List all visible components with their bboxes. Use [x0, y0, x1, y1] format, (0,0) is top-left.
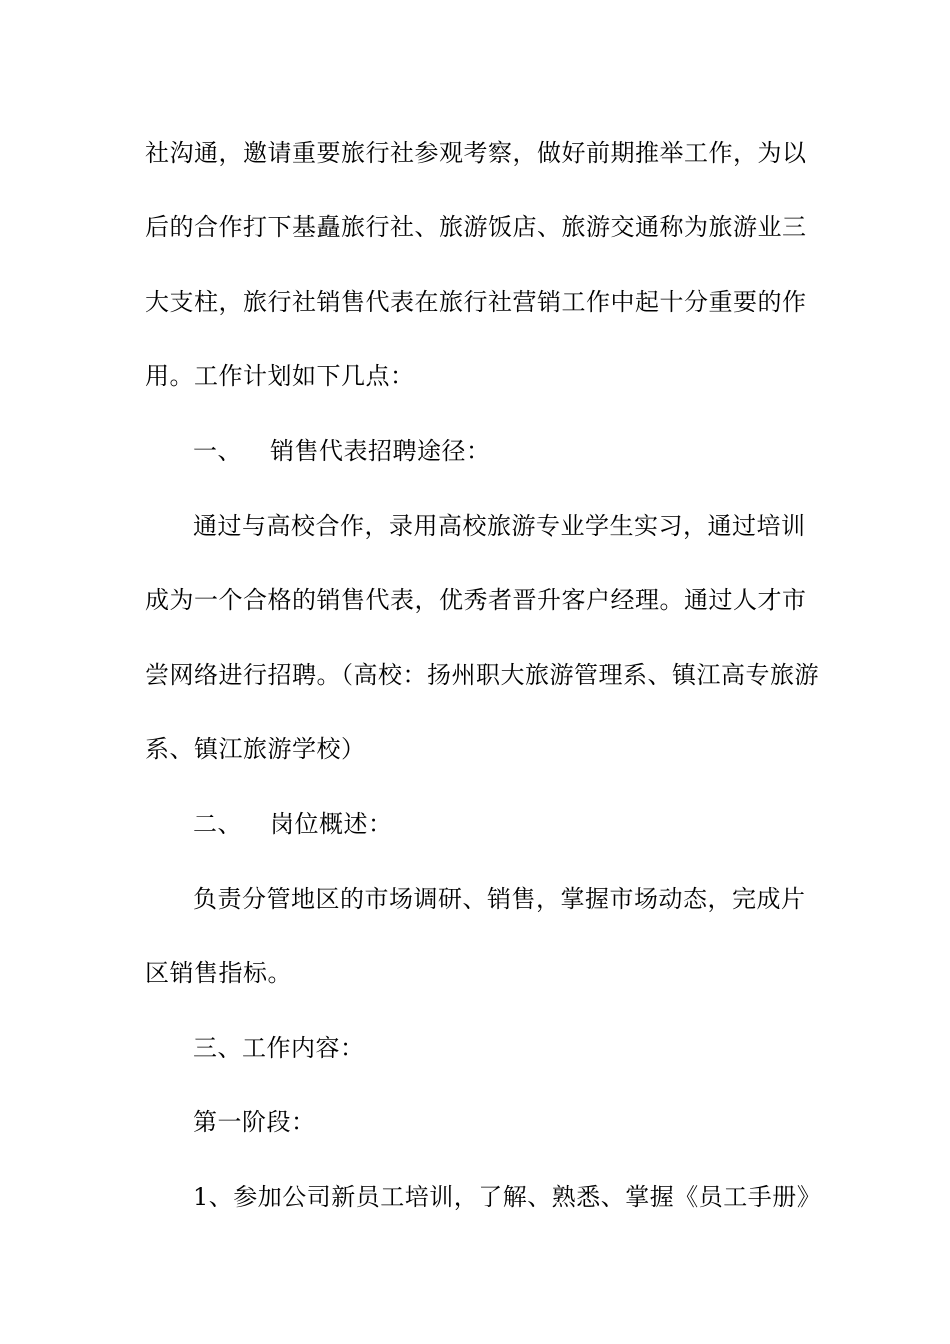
section-number: 一、: [193, 437, 242, 465]
section-number: 二、: [193, 810, 242, 838]
paragraph-line: 区销售指标。: [145, 959, 292, 987]
paragraph-line: 通过与高校合作，录用高校旅游专业学生实习，通过培训: [193, 512, 806, 540]
paragraph-line: 成为一个合格的销售代表，优秀者晋升客户经理。通过人才市: [145, 586, 807, 614]
section-heading-1: [193, 436, 873, 466]
paragraph-line: 负责分管地区的市场调研、销售，掌握市场动态，完成片: [193, 885, 806, 913]
paragraph-line: 尝网络进行招聘。（高校：扬州职大旅游管理系、镇江高专旅游: [145, 661, 819, 689]
paragraph-line: 用。工作计划如下几点：: [145, 362, 415, 390]
section-title: 销售代表招聘途径：: [270, 437, 491, 465]
paragraph-line: 后的合作打下基矗旅行社、旅游饭店、旅游交通称为旅游业三: [145, 213, 807, 241]
section-heading-3: 三、工作内容：: [193, 1034, 365, 1062]
paragraph-line: 社沟通，邀请重要旅行社参观考察，做好前期推举工作，为以: [145, 139, 807, 167]
section-heading-2: [193, 809, 873, 839]
paragraph-line: 大支柱，旅行社销售代表在旅行社营销工作中起十分重要的作: [145, 288, 807, 316]
list-item: 1、参加公司新员工培训，了解、熟悉、掌握《员工手册》: [193, 1183, 822, 1211]
paragraph-line: 系、镇江旅游学校）: [145, 735, 366, 763]
subsection-heading: 第一阶段：: [193, 1108, 316, 1136]
section-title: 岗位概述：: [270, 810, 393, 838]
